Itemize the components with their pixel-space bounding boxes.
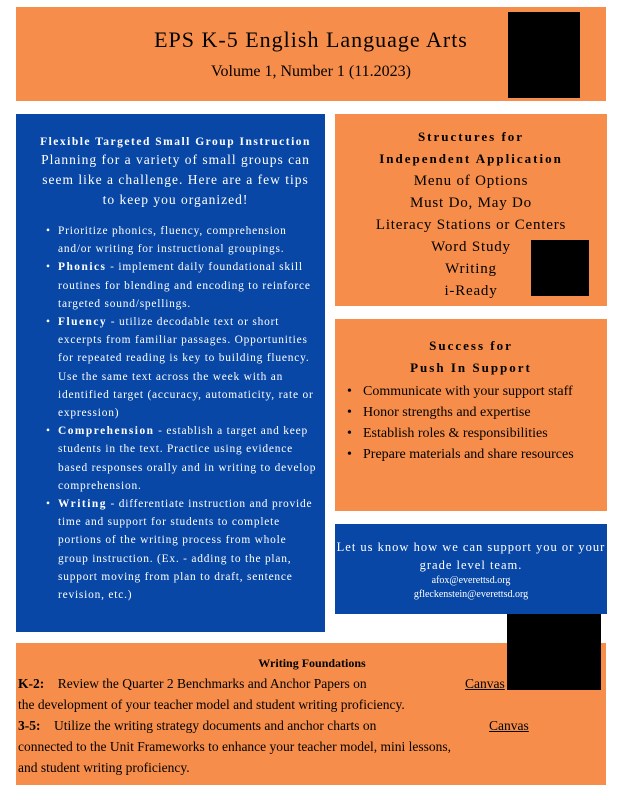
- g35-row: [18, 715, 606, 736]
- structure-item: Literacy Stations or Centers: [375, 217, 567, 233]
- redacted-image: [507, 614, 601, 690]
- tip-item: [46, 495, 317, 604]
- tip-text: - differentiate instruction and provide time and support for students to complete portions of the writing process from whole group instruction. (Ex. - adding to the plan, support moving from plan to draft, sentence revision, etc.): [58, 498, 313, 602]
- writing-heading: Writing Foundations: [258, 656, 366, 670]
- tip-item: [46, 422, 317, 495]
- redacted-image: [531, 240, 589, 296]
- structures-heading-1: Structures for: [417, 129, 525, 144]
- tip-lead: Fluency: [58, 316, 108, 329]
- structure-item: Must Do, May Do: [409, 195, 532, 211]
- success-item: • Honor strengths and expertise: [347, 402, 607, 423]
- contact-message: Let us know how we can support you or your grade level team.: [336, 540, 606, 572]
- tip-lead: Writing: [58, 498, 107, 511]
- tip-text: - utilize decodable text or short excerpts from familiar passages. Opportunities for repeated reading is key to building fluency. Use the same text across the week with an identified target (accuracy, automaticity, rate or expression): [58, 316, 314, 420]
- k2-label: K-2:: [18, 676, 45, 691]
- tip-item: [46, 258, 317, 313]
- redacted-image: [508, 12, 580, 98]
- structure-item: Menu of Options: [413, 173, 529, 189]
- success-list: [335, 381, 607, 465]
- contact-email-2[interactable]: gfleckenstein@everettsd.org: [413, 589, 529, 600]
- tips-list: [34, 222, 317, 604]
- k2-canvas-link[interactable]: Canvas: [465, 676, 505, 691]
- success-heading-1: Success for: [429, 338, 513, 353]
- structure-item: Word Study: [431, 239, 511, 255]
- success-item: • Establish roles & responsibilities: [347, 423, 607, 444]
- tip-text: - implement daily foundational skill routines for blending and encoding to reinforce targeted sound/spellings.: [58, 261, 311, 310]
- success-item: • Communicate with your support staff: [347, 381, 607, 402]
- tip-text: - establish a target and keep students in the text. Practice using evidence based responses orally and in writing to develop comprehension.: [58, 425, 317, 492]
- g35-canvas-link[interactable]: Canvas: [489, 718, 529, 733]
- contact-panel: [335, 524, 607, 614]
- k2-text: Review the Quarter 2 Benchmarks and Anchor Papers on: [57, 676, 367, 691]
- g35-label: 3-5:: [18, 718, 41, 733]
- structures-heading-2: Independent Application: [379, 151, 563, 166]
- tip-item: [46, 222, 317, 258]
- g35-continuation-2: and student writing proficiency.: [18, 760, 190, 775]
- small-group-title: Flexible Targeted Small Group Instruction: [40, 136, 311, 148]
- tip-lead: Comprehension: [58, 425, 155, 438]
- tip-text: Prioritize phonics, fluency, comprehension and/or writing for instructional groupings.: [58, 225, 287, 256]
- contact-email-1[interactable]: afox@everettsd.org: [431, 575, 511, 586]
- success-item: • Prepare materials and share resources: [347, 444, 607, 465]
- push-in-support-panel: [335, 319, 607, 511]
- success-heading-2: Push In Support: [410, 360, 532, 375]
- k2-continuation: the development of your teacher model and student writing proficiency.: [18, 697, 405, 712]
- structure-item: i-Ready: [444, 283, 498, 299]
- g35-continuation-1: connected to the Unit Frameworks to enhance your teacher model, mini lessons,: [18, 739, 452, 754]
- small-group-intro: Planning for a variety of small groups can seem like a challenge. Here are a few tips to keep you organized!: [41, 152, 310, 207]
- newsletter-title: EPS K-5 English Language Arts: [154, 27, 468, 52]
- small-group-panel: [16, 114, 325, 632]
- newsletter-subtitle: Volume 1, Number 1 (11.2023): [211, 63, 411, 80]
- tip-item: [46, 313, 317, 422]
- tip-lead: Phonics: [58, 261, 107, 274]
- g35-text: Utilize the writing strategy documents and anchor charts on: [54, 718, 377, 733]
- structure-item: Writing: [445, 261, 497, 277]
